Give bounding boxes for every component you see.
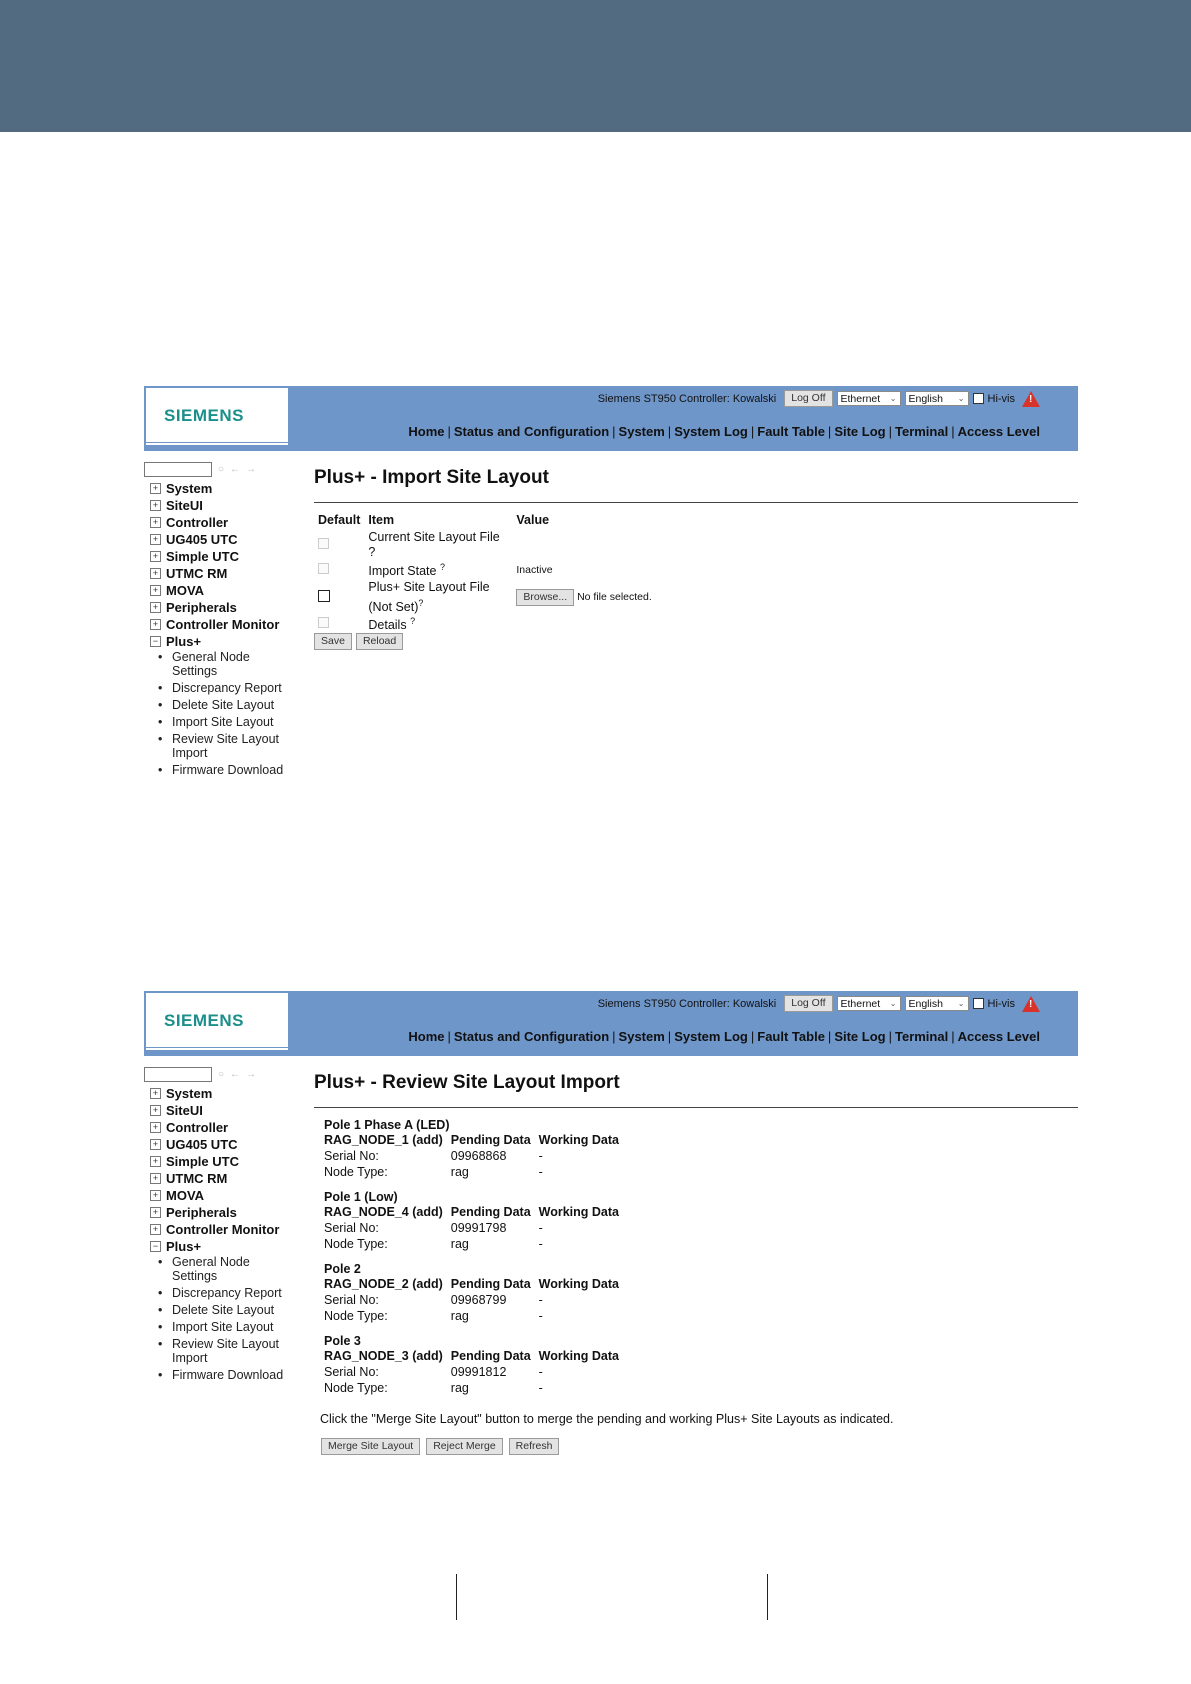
working-header: Working Data: [538, 1133, 619, 1147]
pending-type: rag: [450, 1381, 469, 1395]
merge-instructions: Click the "Merge Site Layout" button to merge the pending and working Plus+ Site Layouts as indicated.: [320, 1412, 894, 1426]
expand-icon[interactable]: +: [150, 1122, 161, 1133]
tree-item-simple-utc[interactable]: + Simple UTC: [144, 1153, 304, 1170]
pole-title: Pole 2: [324, 1262, 361, 1276]
nav-terminal[interactable]: Terminal: [894, 1029, 949, 1044]
expand-icon[interactable]: +: [150, 585, 161, 596]
col-item: Item: [368, 513, 395, 527]
tree-item-plus[interactable]: − Plus+: [144, 633, 304, 650]
working-header: Working Data: [538, 1205, 619, 1219]
node-name: RAG_NODE_3 (add): [324, 1349, 443, 1363]
nav-access-level[interactable]: Access Level: [957, 424, 1040, 439]
page-title: Plus+ - Review Site Layout Import: [314, 1072, 620, 1093]
tree-item-ug405[interactable]: + UG405 UTC: [144, 1136, 304, 1153]
expand-icon[interactable]: +: [150, 1088, 161, 1099]
expand-icon[interactable]: +: [150, 568, 161, 579]
nav-system[interactable]: System: [618, 424, 665, 439]
expand-icon[interactable]: +: [150, 1105, 161, 1116]
network-select[interactable]: Ethernet ⌄: [837, 996, 901, 1011]
tree-item-siteui[interactable]: + SiteUI: [144, 497, 304, 514]
working-type: -: [538, 1381, 543, 1395]
sub-review-site-layout-import[interactable]: • Review Site Layout Import: [158, 1337, 292, 1365]
node-name: RAG_NODE_2 (add): [324, 1277, 443, 1291]
pending-header: Pending Data: [450, 1205, 531, 1219]
working-type: -: [538, 1165, 543, 1179]
nav-fault-table[interactable]: Fault Table: [757, 1029, 825, 1044]
working-serial: -: [538, 1293, 543, 1307]
merge-site-layout-button[interactable]: Merge Site Layout: [321, 1438, 420, 1455]
working-serial: -: [538, 1149, 543, 1163]
working-header: Working Data: [538, 1277, 619, 1291]
pending-serial: 09968868: [450, 1149, 507, 1163]
type-label: Node Type:: [324, 1309, 388, 1323]
working-header: Working Data: [538, 1349, 619, 1363]
sub-general-node-settings[interactable]: • General Node Settings: [158, 650, 272, 678]
serial-label: Serial No:: [324, 1149, 379, 1163]
default-checkbox[interactable]: [318, 590, 330, 602]
col-value: Value: [516, 513, 550, 527]
siemens-logo: SIEMENS: [146, 993, 288, 1052]
search-icon[interactable]: ○: [218, 1068, 225, 1080]
sub-firmware-download[interactable]: • Firmware Download: [158, 1368, 304, 1382]
siemens-banner: [144, 991, 1078, 1056]
expand-icon[interactable]: +: [150, 483, 161, 494]
tree-item-utmc-rm[interactable]: + UTMC RM: [144, 1170, 304, 1187]
expand-icon[interactable]: +: [150, 551, 161, 562]
item-current-file: Current Site Layout File ?: [368, 530, 500, 559]
pending-header: Pending Data: [450, 1133, 531, 1147]
sub-delete-site-layout[interactable]: • Delete Site Layout: [158, 1303, 304, 1317]
tree-item-controller[interactable]: + Controller: [144, 1119, 304, 1136]
sub-discrepancy-report[interactable]: • Discrepancy Report: [158, 1286, 304, 1300]
pending-type: rag: [450, 1309, 469, 1323]
default-checkbox: [318, 538, 329, 549]
pending-header: Pending Data: [450, 1349, 531, 1363]
main-content: [314, 466, 1078, 650]
network-select[interactable]: Ethernet ⌄: [837, 391, 901, 406]
language-select[interactable]: English ⌄: [905, 996, 969, 1011]
serial-label: Serial No:: [324, 1365, 379, 1379]
sub-import-site-layout[interactable]: • Import Site Layout: [158, 715, 304, 729]
working-type: -: [538, 1309, 543, 1323]
pending-type: rag: [450, 1165, 469, 1179]
hivis-checkbox[interactable]: [973, 393, 984, 404]
item-layout-file: Plus+ Site Layout File (Not Set)?: [368, 580, 490, 615]
logoff-button[interactable]: Log Off: [784, 995, 832, 1012]
working-type: -: [538, 1237, 543, 1251]
pole-block: [324, 1334, 1078, 1396]
type-label: Node Type:: [324, 1165, 388, 1179]
help-icon[interactable]: ?: [418, 598, 424, 608]
tree-item-mova[interactable]: + MOVA: [144, 582, 304, 599]
pole-title: Pole 3: [324, 1334, 361, 1348]
main-nav: Home | Status and Configuration | System | System Log | Fault Table | Site Log | Terminal | Access Level: [408, 424, 1040, 439]
pending-type: rag: [450, 1237, 469, 1251]
controller-label: Siemens ST950 Controller: Kowalski: [597, 392, 777, 405]
top-toolbar: [598, 995, 1040, 1012]
serial-label: Serial No:: [324, 1221, 379, 1235]
expand-icon[interactable]: +: [150, 1190, 161, 1201]
top-toolbar: [598, 390, 1040, 407]
expand-icon[interactable]: +: [150, 1173, 161, 1184]
expand-icon[interactable]: +: [150, 619, 161, 630]
controller-label: Siemens ST950 Controller: Kowalski: [597, 997, 777, 1010]
hivis-label: Hi-vis: [987, 392, 1015, 405]
title-divider: [314, 1107, 1078, 1108]
chevron-down-icon: ⌄: [957, 999, 965, 1008]
item-details: Details ?: [368, 616, 416, 633]
sub-general-node-settings[interactable]: • General Node Settings: [158, 1255, 272, 1283]
pending-serial: 09968799: [450, 1293, 507, 1307]
footer-divider: [767, 1574, 768, 1620]
help-icon[interactable]: ?: [439, 561, 445, 572]
type-label: Node Type:: [324, 1381, 388, 1395]
reload-button[interactable]: Reload: [356, 633, 403, 650]
warning-icon[interactable]: !: [1022, 391, 1040, 407]
col-default: Default: [318, 513, 361, 527]
node-name: RAG_NODE_1 (add): [324, 1133, 443, 1147]
chevron-down-icon: ⌄: [889, 999, 897, 1008]
tree-item-simple-utc[interactable]: + Simple UTC: [144, 548, 304, 565]
siemens-banner: [144, 386, 1078, 451]
import-form-table: [314, 511, 656, 633]
main-nav: Home | Status and Configuration | System | System Log | Fault Table | Site Log | Terminal | Access Level: [408, 1029, 1040, 1044]
expand-icon[interactable]: +: [150, 602, 161, 613]
working-serial: -: [538, 1221, 543, 1235]
tree-item-mova[interactable]: + MOVA: [144, 1187, 304, 1204]
expand-icon[interactable]: +: [150, 1224, 161, 1235]
import-site-layout-screenshot: [144, 386, 1078, 777]
nav-home[interactable]: Home: [408, 1029, 445, 1044]
nav-system-log[interactable]: System Log: [674, 424, 748, 439]
default-checkbox: [318, 617, 329, 628]
pending-header: Pending Data: [450, 1277, 531, 1291]
tree-item-system[interactable]: + System: [144, 480, 304, 497]
pole-block: [324, 1190, 1078, 1252]
tree-item-system[interactable]: + System: [144, 1085, 304, 1102]
chevron-down-icon: ⌄: [889, 394, 897, 403]
expand-icon[interactable]: +: [150, 1139, 161, 1150]
forward-icon[interactable]: →: [246, 463, 257, 475]
nav-system[interactable]: System: [618, 1029, 665, 1044]
sub-discrepancy-report[interactable]: • Discrepancy Report: [158, 681, 304, 695]
hivis-checkbox[interactable]: [973, 998, 984, 1009]
siemens-logo: SIEMENS: [146, 388, 288, 447]
search-input[interactable]: [144, 462, 212, 477]
back-icon[interactable]: ←: [230, 463, 241, 475]
expand-icon[interactable]: +: [150, 500, 161, 511]
import-state-value: Inactive: [516, 564, 553, 576]
sub-review-site-layout-import[interactable]: • Review Site Layout Import: [158, 732, 292, 760]
expand-icon[interactable]: +: [150, 1207, 161, 1218]
type-label: Node Type:: [324, 1237, 388, 1251]
page-title: Plus+ - Import Site Layout: [314, 467, 549, 488]
collapse-icon[interactable]: −: [150, 636, 161, 647]
expand-icon[interactable]: +: [150, 1156, 161, 1167]
pending-serial: 09991798: [450, 1221, 507, 1235]
sidebar: [144, 1065, 304, 1385]
search-input[interactable]: [144, 1067, 212, 1082]
tree-item-controller-monitor[interactable]: + Controller Monitor: [144, 1221, 304, 1238]
expand-icon[interactable]: +: [150, 534, 161, 545]
reject-merge-button[interactable]: Reject Merge: [426, 1438, 502, 1455]
item-import-state: Import State ?: [368, 561, 445, 579]
warning-icon[interactable]: !: [1022, 996, 1040, 1012]
expand-icon[interactable]: +: [150, 517, 161, 528]
back-icon[interactable]: ←: [230, 1068, 241, 1080]
sub-delete-site-layout[interactable]: • Delete Site Layout: [158, 698, 304, 712]
serial-label: Serial No:: [324, 1293, 379, 1307]
refresh-button[interactable]: Refresh: [509, 1438, 560, 1455]
pole-block: [324, 1262, 1078, 1324]
tree-item-utmc-rm[interactable]: + UTMC RM: [144, 565, 304, 582]
nav-terminal[interactable]: Terminal: [894, 424, 949, 439]
help-icon[interactable]: ?: [368, 545, 376, 559]
nav-home[interactable]: Home: [408, 424, 445, 439]
pole-title: Pole 1 Phase A (LED): [324, 1118, 450, 1132]
document-header-bar: [0, 0, 1191, 132]
help-icon[interactable]: ?: [410, 616, 416, 627]
working-serial: -: [538, 1365, 543, 1379]
main-content: [314, 1071, 1078, 1455]
nav-system-log[interactable]: System Log: [674, 1029, 748, 1044]
pending-serial: 09991812: [450, 1365, 507, 1379]
tree-item-siteui[interactable]: + SiteUI: [144, 1102, 304, 1119]
forward-icon[interactable]: →: [246, 1068, 257, 1080]
review-site-layout-screenshot: [144, 991, 1078, 1452]
footer-divider: [456, 1574, 457, 1620]
chevron-down-icon: ⌄: [957, 394, 965, 403]
title-divider: [314, 502, 1078, 503]
tree-item-controller-monitor[interactable]: + Controller Monitor: [144, 616, 304, 633]
browse-button[interactable]: Browse...: [516, 589, 574, 606]
search-icon[interactable]: ○: [218, 463, 225, 475]
language-select[interactable]: English ⌄: [905, 391, 969, 406]
collapse-icon[interactable]: −: [150, 1241, 161, 1252]
hivis-label: Hi-vis: [987, 997, 1015, 1010]
node-name: RAG_NODE_4 (add): [324, 1205, 443, 1219]
sub-import-site-layout[interactable]: • Import Site Layout: [158, 1320, 304, 1334]
nav-status-config[interactable]: Status and Configuration: [453, 1029, 610, 1044]
logoff-button[interactable]: Log Off: [784, 390, 832, 407]
tree-item-ug405[interactable]: + UG405 UTC: [144, 531, 304, 548]
nav-access-level[interactable]: Access Level: [957, 1029, 1040, 1044]
sub-firmware-download[interactable]: • Firmware Download: [158, 763, 304, 777]
nav-status-config[interactable]: Status and Configuration: [453, 424, 610, 439]
tree-item-controller[interactable]: + Controller: [144, 514, 304, 531]
save-button[interactable]: Save: [314, 633, 352, 650]
nav-site-log[interactable]: Site Log: [834, 424, 886, 439]
pole-title: Pole 1 (Low): [324, 1190, 398, 1204]
pole-block: [324, 1118, 1078, 1180]
default-checkbox: [318, 563, 329, 574]
tree-item-plus[interactable]: − Plus+: [144, 1238, 304, 1255]
nav-site-log[interactable]: Site Log: [834, 1029, 886, 1044]
file-status: No file selected.: [577, 590, 652, 603]
sidebar: [144, 460, 304, 780]
nav-fault-table[interactable]: Fault Table: [757, 424, 825, 439]
tree-item-peripherals[interactable]: + Peripherals: [144, 1204, 304, 1221]
tree-item-peripherals[interactable]: + Peripherals: [144, 599, 304, 616]
